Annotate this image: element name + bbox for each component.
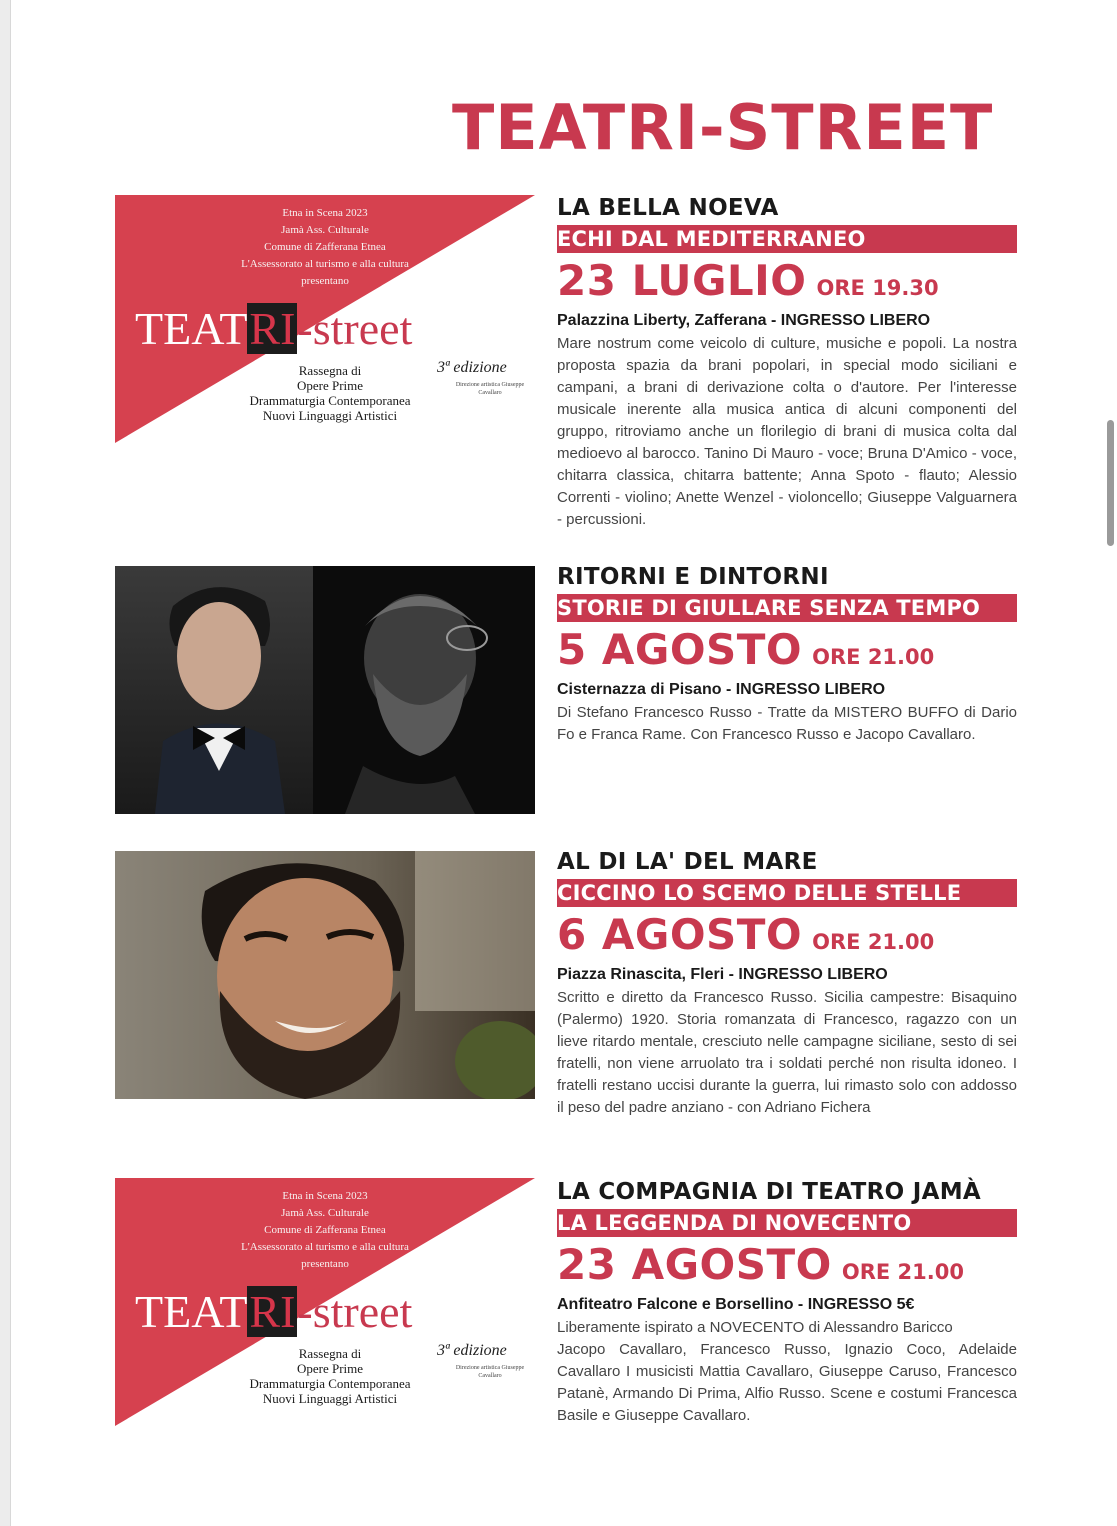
event-photo — [115, 566, 535, 814]
poster-direction: Direzione artistica Giuseppe Cavallaro — [455, 382, 525, 396]
event-date: 23 LUGLIO — [557, 256, 807, 305]
event-title: LA COMPAGNIA DI TEATRO JAMÀ — [557, 1179, 981, 1205]
event-title: RITORNI E DINTORNI — [557, 564, 829, 590]
event-time: ORE 21.00 — [812, 645, 935, 669]
event-subtitle: STORIE DI GIULLARE SENZA TEMPO — [557, 594, 1017, 622]
event-description: Mare nostrum come veicolo di culture, musiche e popoli. La nostra proposta spazia da brani popolari, in special modo siciliani e campani, a brani di derivazione colta o d'autore. Per l'interesse musicale inerente alla musica antica di alcuni componenti del gruppo, ritroviamo anche un florilegio di brani di musica colta dal medioevo al barocco. Tanino Di Mauro - voce; Bruna D'Amico - voce, chitarra classica, chitarra battente; Anna Spoto - flauto; Alessio Correnti - violino; Anette Wenzel - violoncello; Giuseppe Valguarnera - percussioni. — [557, 335, 1017, 528]
event-date: 5 AGOSTO — [557, 625, 803, 674]
event-venue: Piazza Rinascita, Fleri - INGRESSO LIBERO — [557, 966, 888, 983]
poster-image — [115, 1178, 535, 1426]
photo-performer-portrait — [115, 851, 535, 1099]
event-photo — [115, 851, 535, 1099]
poster-logo: TEATRI-street — [135, 1286, 413, 1337]
poster-credits: Etna in Scena 2023 Jamà Ass. Culturale Comune di Zafferana Etnea L'Assessorato al turismo e alla cultura presentano — [241, 207, 409, 287]
event-venue: Cisternazza di Pisano - INGRESSO LIBERO — [557, 681, 886, 698]
event-date-row — [557, 1237, 1017, 1293]
event-date-row — [557, 622, 1017, 678]
event-subtitle: CICCINO LO SCEMO DELLE STELLE — [557, 879, 1017, 907]
event-date-row — [557, 907, 1017, 963]
event-subtitle: LA LEGGENDA DI NOVECENTO — [557, 1209, 1017, 1237]
photo-two-performers — [115, 566, 535, 814]
event-date: 6 AGOSTO — [557, 910, 803, 959]
poster-logo: TEATRI-street — [135, 303, 413, 354]
event-date-row — [557, 253, 1017, 309]
event-text — [557, 847, 1017, 1119]
page-title: TEATRI-STREET — [452, 91, 994, 164]
poster-tagline: Rassegna di Opere Prime Drammaturgia Contemporanea Nuovi Linguaggi Artistici — [249, 363, 411, 423]
poster-image — [115, 195, 535, 443]
event-venue: Anfiteatro Falcone e Borsellino - INGRESSO 5€ — [557, 1296, 915, 1313]
vertical-scrollbar[interactable] — [1104, 0, 1117, 1526]
event-time: ORE 19.30 — [816, 276, 939, 300]
scrollbar-thumb[interactable] — [1107, 420, 1114, 546]
event-venue: Palazzina Liberty, Zafferana - INGRESSO LIBERO — [557, 312, 931, 329]
event-title: AL DI LA' DEL MARE — [557, 849, 818, 875]
event-time: ORE 21.00 — [812, 930, 935, 954]
poster-direction: Direzione artistica Giuseppe Cavallaro — [455, 1365, 525, 1379]
event-text — [557, 1177, 1017, 1427]
poster-edition: 3ª edizione — [437, 1342, 507, 1359]
event-description: Liberamente ispirato a NOVECENTO di Alessandro Baricco Jacopo Cavallaro, Francesco Russo, Ignazio Coco, Adelaide Cavallaro I musicisti Mattia Cavallaro, Giuseppe Caruso, Francesco Patanè, Armando Di Prima, Alfio Russo. Scene e costumi Francesca Basile e Giuseppe Cavallaro. — [557, 1319, 1017, 1424]
event-description: Scritto e diretto da Francesco Russo. Sicilia campestre: Bisaquino (Palermo) 1920. Storia romanzata di Francesco, ragazzo con un lieve ritardo mentale, cresciuto nelle campagne siciliane, sesto di sei fratelli, non viene arruolato tra i soldati perché non risulta idoneo. I fratelli restano uccisi durante la guerra, lui rimasto solo con addosso il peso del padre anziano - con Adriano Fichera — [557, 989, 1017, 1116]
event-text — [557, 562, 1017, 746]
poster-credits: Etna in Scena 2023 Jamà Ass. Culturale Comune di Zafferana Etnea L'Assessorato al turismo e alla cultura presentano — [241, 1190, 409, 1270]
page-left-edge — [0, 0, 10, 1526]
event-text — [557, 193, 1017, 531]
event-subtitle: ECHI DAL MEDITERRANEO — [557, 225, 1017, 253]
poster-tagline: Rassegna di Opere Prime Drammaturgia Contemporanea Nuovi Linguaggi Artistici — [249, 1346, 411, 1406]
event-description: Di Stefano Francesco Russo - Tratte da MISTERO BUFFO di Dario Fo e Franca Rame. Con Francesco Russo e Jacopo Cavallaro. — [557, 704, 1017, 743]
event-title: LA BELLA NOEVA — [557, 195, 779, 221]
event-date: 23 AGOSTO — [557, 1240, 832, 1289]
poster-edition: 3ª edizione — [437, 359, 507, 376]
page-border — [10, 0, 11, 1526]
event-time: ORE 21.00 — [841, 1260, 964, 1284]
